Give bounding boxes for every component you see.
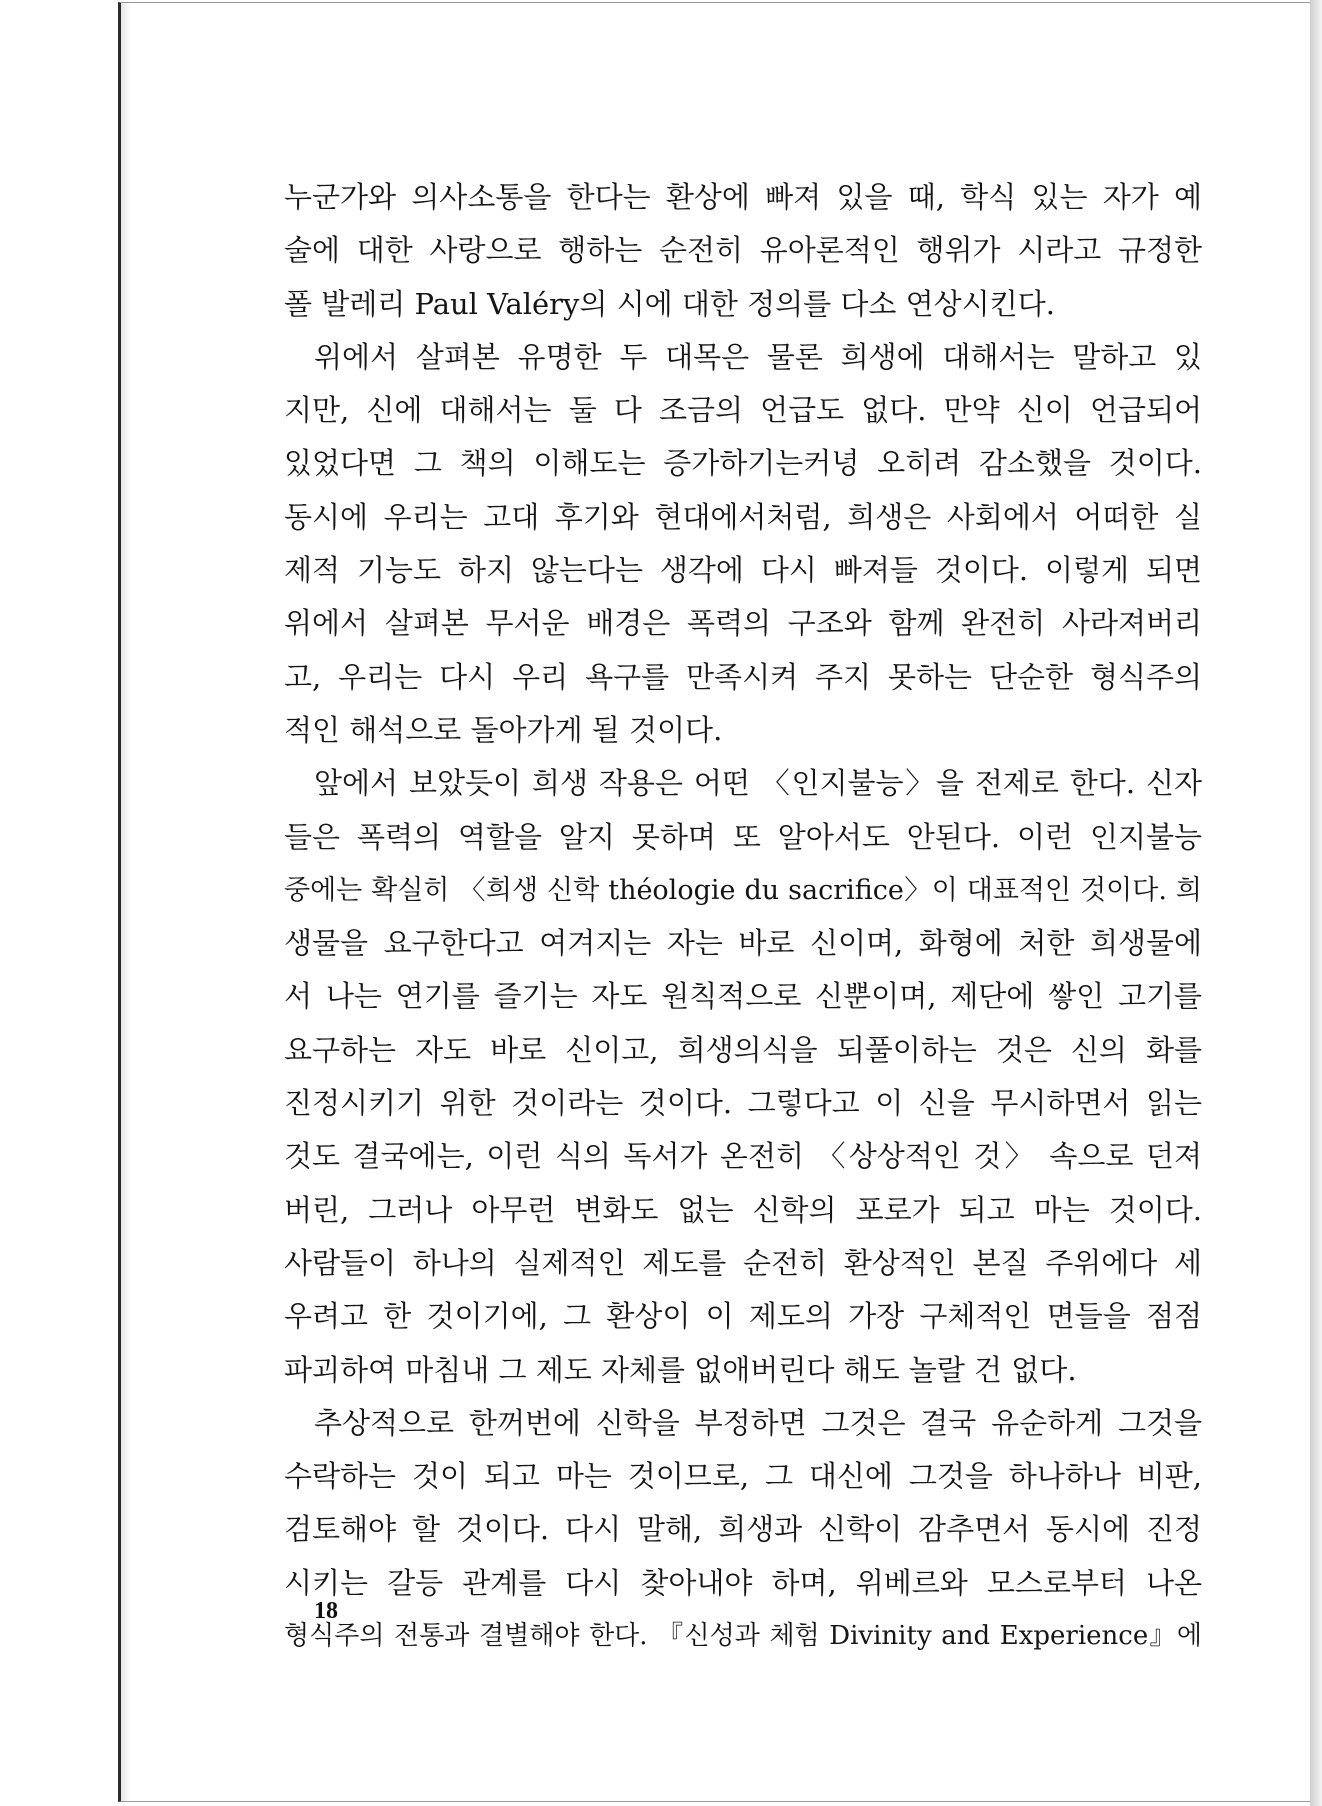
text-line: 생물을 요구한다고 여겨지는 자는 바로 신이며, 화형에 처한 희생물에 (284, 926, 1202, 961)
background-left (0, 0, 118, 1806)
text-line: 서 나는 연기를 즐기는 자도 원칙적으로 신뿐이며, 제단에 쌓인 고기를 (284, 979, 1202, 1014)
text-line: 우려고 한 것이기에, 그 환상이 이 제도의 가장 구체적인 면들을 점점 (284, 1299, 1202, 1334)
page-number: 18 (314, 1598, 338, 1624)
text-line: 진정시키기 위한 것이라는 것이다. 그렇다고 이 신을 무시하면서 읽는 (284, 1086, 1202, 1121)
text-line: 동시에 우리는 고대 후기와 현대에서처럼, 희생은 사회에서 어떠한 실 (284, 499, 1202, 534)
text-line: 추상적으로 한꺼번에 신학을 부정하면 그것은 결국 유순하게 그것을 (314, 1405, 1202, 1440)
text-line: 버린, 그러나 아무런 변화도 없는 신학의 포로가 되고 마는 것이다. (284, 1192, 1202, 1227)
text-line: 고, 우리는 다시 우리 욕구를 만족시켜 주지 못하는 단순한 형식주의 (284, 659, 1202, 694)
text-line: 있었다면 그 책의 이해도는 증가하기는커녕 오히려 감소했을 것이다. (284, 446, 1202, 481)
body-text (284, 171, 1202, 1663)
page-spine-shade (121, 3, 131, 1801)
text-line: 수락하는 것이 되고 마는 것이므로, 그 대신에 그것을 하나하나 비판, (284, 1459, 1202, 1494)
text-line: 위에서 살펴본 무서운 배경은 폭력의 구조와 함께 완전히 사라져버리 (284, 606, 1202, 641)
text-line: 파괴하여 마침내 그 제도 자체를 없애버린다 해도 놀랄 건 없다. (284, 1352, 1077, 1387)
text-line: 것도 결국에는, 이런 식의 독서가 온전히 〈상상적인 것〉 속으로 던져 (284, 1139, 1202, 1174)
text-line: 중에는 확실히 〈희생 신학 théologie du sacrifice〉이 대표적인 것이다. 희 (284, 874, 1202, 906)
page-edge-shadow (1310, 0, 1322, 1806)
text-line: 들은 폭력의 역할을 알지 못하며 또 알아서도 안된다. 이런 인지불능 (284, 819, 1202, 854)
text-line: 사람들이 하나의 실제적인 제도를 순전히 환상적인 본질 주위에다 세 (284, 1245, 1202, 1280)
text-line: 형식주의 전통과 결별해야 한다. 『신성과 체험 Divinity and Experience』에 (284, 1621, 1202, 1652)
text-line: 폴 발레리 Paul Valéry의 시에 대한 정의를 다소 연상시킨다. (284, 286, 1055, 321)
text-line: 누군가와 의사소통을 한다는 환상에 빠져 있을 때, 학식 있는 자가 예 (284, 180, 1202, 214)
text-line: 앞에서 보았듯이 희생 작용은 어떤 〈인지불능〉을 전제로 한다. 신자 (314, 766, 1202, 801)
text-line: 시키는 갈등 관계를 다시 찾아내야 하며, 위베르와 모스로부터 나온 (284, 1565, 1202, 1600)
text-line: 제적 기능도 하지 않는다는 생각에 다시 빠져들 것이다. 이렇게 되면 (284, 553, 1202, 588)
text-line: 검토해야 할 것이다. 다시 말해, 희생과 신학이 감추면서 동시에 진정 (284, 1512, 1202, 1547)
text-line: 술에 대한 사랑으로 행하는 순전히 유아론적인 행위가 시라고 규정한 (284, 233, 1202, 268)
text-line: 지만, 신에 대해서는 둘 다 조금의 언급도 없다. 만약 신이 언급되어 (284, 393, 1202, 428)
text-line: 요구하는 자도 바로 신이고, 희생의식을 되풀이하는 것은 신의 화를 (284, 1032, 1202, 1067)
text-line: 위에서 살펴본 유명한 두 대목은 물론 희생에 대해서는 말하고 있 (314, 339, 1202, 374)
text-line: 적인 해석으로 돌아가게 될 것이다. (284, 712, 723, 747)
